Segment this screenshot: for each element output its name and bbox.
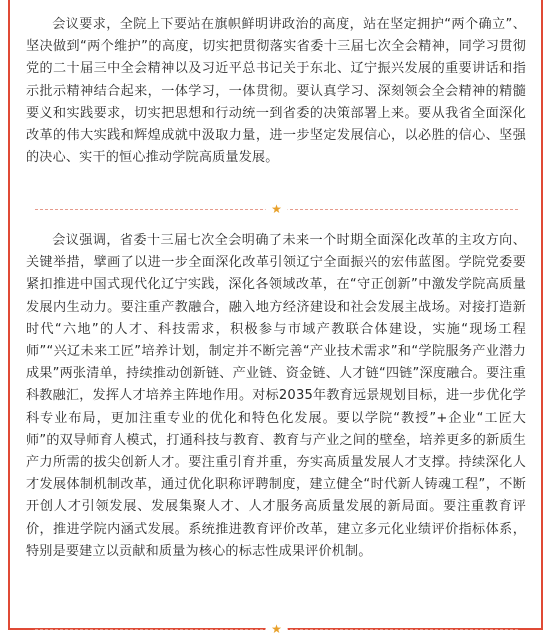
paragraph-meeting-emphasis: 会议强调，省委十三届七次全会明确了未来一个时期全面深化改革的主攻方向、关键举措，擘画了以进一步全面深化改革引领辽宁全面振兴的宏伟蓝图。学院党委要紧扣推进中国式现代化辽宁实践，深化各领域改革，在“守正创新”中激发学院高质量发展内生动力。要注重产教融合，融入地方经济建设和社会发展主战场。对接打造新时代“六地”的人才、科技需求，积极参与市域产教联合体建设，实施“现场工程师”“兴辽未来工匠”培养计划，制定并不断完善“产业技术需求”和“学院服务产业潜力成果”两张清单，持续推动创新链、产业链、资金链、人才链“四链”深度融合。要注重科教融汇，发挥人才培养主阵地作用。对标2035年教育远景规划目标，进一步优化学科专业布局，更加注重专业的优化和特色化发展。要以学院“教授”+企业“工匠大师”的双导师育人模式，打通科技与教育、教育与产业之间的壁垒，培养更多的新质生产力所需的拔尖创新人才。要注重引育并重，夯实高质量发展人才支撑。持续深化人才发展体制机制改革，通过优化职称评聘制度，建立健全“时代新人铸魂工程”，不断开创人才引领发展、发展集聚人才、人才服务高质量发展的新局面。要注重教育评价，推进学院内涵式发展。系统推进教育评价改革，建立多元化业绩评价指标体系，特别是要建立以贡献和质量为核心的标志性成果评价机制。 xyxy=(26,233,526,559)
paragraph-meeting-requirements: 会议要求，全院上下要站在旗帜鲜明讲政治的高度，站在坚定拥护“两个确立”、坚决做到“两个维护”的高度，切实把贯彻落实省委十三届七次全会精神，同学习贯彻党的二十届三中全会精神以及习近平总书记关于东北、辽宁振兴发展的重要讲话和指示批示精神结合起来，一体学习，一体贯彻。要认真学习、深刻领会全会精神的精髓要义和实践要求，切实把思想和行动统一到省委的决策部署上来。要从我省全面深化改革的伟大实践和辉煌成就中汲取力量，进一步坚定发展信心，以必胜的信心、坚强的决心、实干的恒心推动学院高质量发展。 xyxy=(26,17,526,166)
star-icon: ★ xyxy=(265,203,288,215)
star-icon-bottom: ★ xyxy=(265,623,288,635)
